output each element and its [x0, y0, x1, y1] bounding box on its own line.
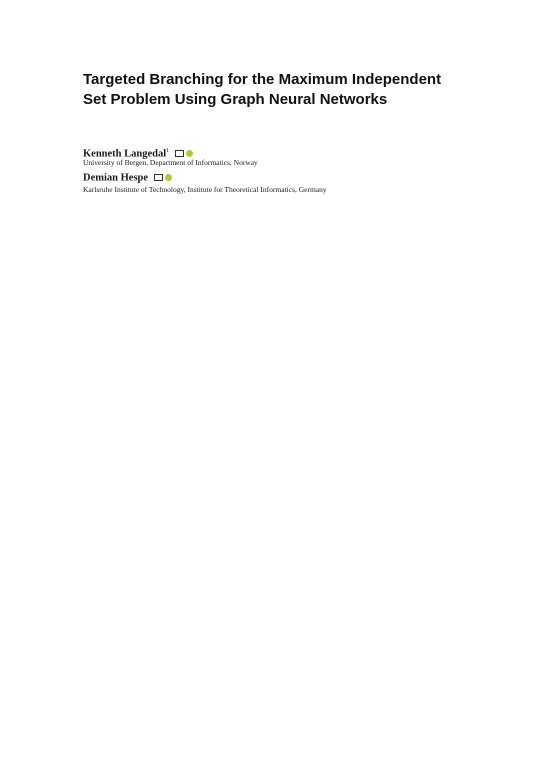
author-name: Kenneth Langedal	[83, 148, 167, 160]
paper-title: Targeted Branching for the Maximum Independent Set Problem Using Graph Neural Networks	[83, 71, 442, 108]
email-icon[interactable]	[175, 150, 184, 157]
author-name: Demian Hespe	[83, 172, 149, 184]
email-icon[interactable]	[154, 174, 163, 181]
author-2	[83, 172, 172, 184]
orcid-icon[interactable]	[186, 150, 193, 157]
affiliation-2: Karlsruhe Institute of Technology, Institute for Theoretical Informatics, Germany	[83, 185, 327, 194]
author-footnote-mark: 1	[166, 148, 170, 154]
affiliation-1: University of Bergen, Department of Informatics, Norway	[83, 158, 258, 167]
orcid-icon[interactable]	[165, 174, 172, 181]
paper-page	[83, 0, 461, 768]
